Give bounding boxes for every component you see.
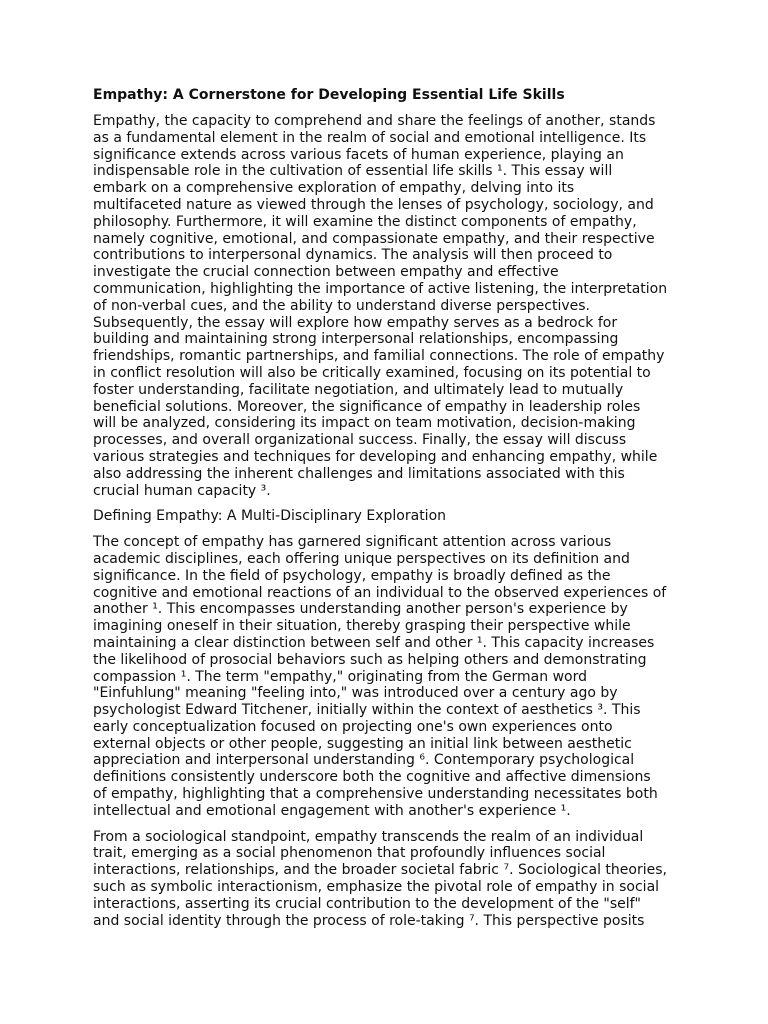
section-heading: Defining Empathy: A Multi-Disciplinary Exploration	[93, 508, 447, 525]
document-title: Empathy: A Cornerstone for Developing Essential Life Skills	[93, 87, 565, 103]
section-paragraph-1: The concept of empathy has garnered significant attention across various academic disciplines, each offering unique perspectives on its definition and significance. In the field of psychology, empathy is broadly defined as the cognitive and emotional reactions of an individual to the observed experiences of another ¹. This encompasses understanding another person's experience by imagining oneself in their situation, thereby grasping their perspective while maintaining a clear distinction between self and other ¹. This capacity increases the likelihood of prosocial behaviors such as helping others and demonstrating compassion ¹. The term "empathy," originating from the German word "Einfuhlung" meaning "feeling into," was introduced over a century ago by psychologist Edward Titchener, initially within the context of aesthetics ³. This early conceptualization focused on projecting one's own experiences onto external objects or other people, suggesting an initial link between aesthetic appreciation and interpersonal understanding ⁶. Contemporary psychological definitions consistently underscore both the cognitive and affective dimensions of empathy, highlighting that a comprehensive understanding necessitates both intellectual and emotional engagement with another's experience ¹.	[93, 534, 667, 819]
section-paragraph-2: From a sociological standpoint, empathy transcends the realm of an individual trait, emerging as a social phenomenon that profoundly influences social interactions, relationships, and the broader societal fabric ⁷. Sociological theories, such as symbolic interactionism, emphasize the pivotal role of empathy in social interactions, asserting its crucial contribution to the development of the "self" and social identity through the process of role-taking ⁷. This perspective posits	[93, 828, 667, 929]
intro-paragraph: Empathy, the capacity to comprehend and share the feelings of another, stands as a fundamental element in the realm of social and emotional intelligence. Its significance extends across various facets of human experience, playing an indispensable role in the cultivation of essential life skills ¹. This essay will embark on a comprehensive exploration of empathy, delving into its multifaceted nature as viewed through the lenses of psychology, sociology, and philosophy. Furthermore, it will examine the distinct components of empathy, namely cognitive, emotional, and compassionate empathy, and their respective contributions to interpersonal dynamics. The analysis will then proceed to investigate the crucial connection between empathy and effective communication, highlighting the importance of active listening, the interpretation of non-verbal cues, and the ability to understand diverse perspectives. Subsequently, the essay will explore how empathy serves as a bedrock for building and maintaining strong interpersonal relationships, encompassing friendships, romantic partnerships, and familial connections. The role of empathy in conflict resolution will also be critically examined, focusing on its potential to foster understanding, facilitate negotiation, and ultimately lead to mutually beneficial solutions. Moreover, the significance of empathy in leadership roles will be analyzed, considering its impact on team motivation, decision-making processes, and overall organizational success. Finally, the essay will discuss various strategies and techniques for developing and enhancing empathy, while also addressing the inherent challenges and limitations associated with this crucial human capacity ³.	[93, 113, 668, 499]
document-page	[93, 86, 683, 938]
